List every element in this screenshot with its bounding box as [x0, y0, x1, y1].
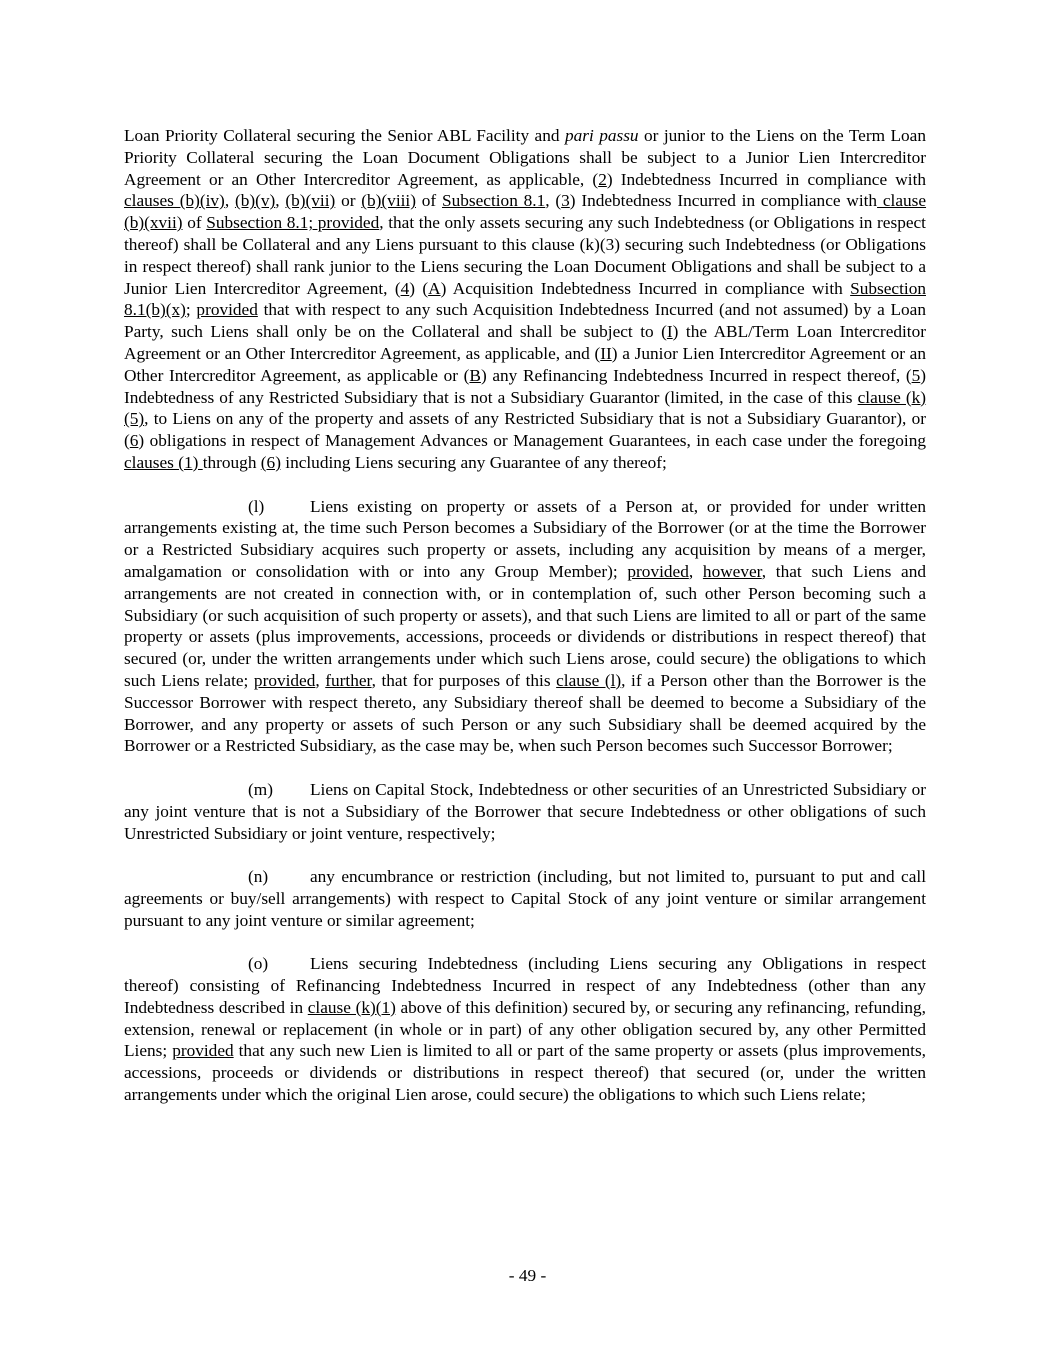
text-run: ; [185, 300, 197, 320]
text-run: , ( [545, 191, 562, 211]
text-run: ) a Junior Lien Intercreditor Agreement or an Other Intercreditor Agreement, as applicable or ( [124, 343, 926, 385]
text-run: , [275, 191, 286, 211]
defined-term: provided [172, 1041, 234, 1061]
clause-ref: clause (l) [556, 670, 622, 690]
clause-ref: 6 [129, 431, 139, 451]
clause-label: (l) [248, 496, 265, 516]
clause-ref: 5 [911, 365, 921, 385]
text-run: including Liens securing any Guarantee of any thereof; [280, 452, 667, 472]
defined-term: further [325, 670, 372, 690]
text-run: that with respect to any such Acquisition Indebtedness Incurred (and not assumed) by a Loan Party, such Liens shall only be on the Collateral and shall be subject to ( [124, 300, 926, 342]
defined-term: provided [253, 670, 316, 690]
clause-ref: (b)(v) [234, 191, 276, 211]
text-run: that any such new Lien is limited to all or part of the same property or assets (plus improvements, accessions, proceeds or dividends or distributions in respect thereof) that secured (or, under the written arrangements under which the original Lien arose, could secure) the obligations to which such Liens relate; [124, 1041, 927, 1105]
text-run: Liens securing Indebtedness (including Liens securing any Obligations in respect thereof) consisting of Refinancing Indebtedness Incurred in respect of any Indebtedness (other than any Indebtedness described in [124, 954, 926, 1017]
clause-ref: clauses (1) [124, 452, 203, 472]
defined-term: however [702, 561, 762, 581]
italic-term: pari passu [564, 126, 639, 145]
text-run: , that such Liens and arrangements are not created in connection with, or in contemplation of, such other Person becoming such a Subsidiary (or such acquisition of such property or assets), and that such Liens are limited to all or part of the same property or assets (plus improvements, accessions, proceeds or dividends or distributions in respect thereof) that secured (or, under the written arrangements under which such Liens arose, could secure) the obligations to which such Liens relate; [124, 561, 927, 690]
text-run: ) obligations in respect of Management Advances or Management Guarantees, in each case under the foregoing [138, 431, 926, 451]
defined-term: provided [196, 300, 258, 320]
clause-ref: clauses (b)(iv) [124, 191, 225, 211]
subsection-ref: Subsection 8.1; provided [206, 213, 380, 233]
clause-ref: II [600, 343, 612, 363]
text-run: , [315, 670, 326, 690]
text-run: above of this definition) secured by, or securing any refinancing, refunding, extension, renewal or replacement (in whole or in part) of any other obligation secured by, any other Permitted Liens; [124, 997, 926, 1061]
clause-ref: B [469, 365, 481, 385]
paragraph-k-continuation [124, 125, 926, 474]
text-run: ) Indebtedness of any Restricted Subsidiary that is not a Subsidiary Guarantor (limited, in the case of this [124, 365, 926, 407]
text-run: ) Indebtedness Incurred in compliance with [569, 191, 878, 211]
text-run: of [416, 191, 442, 211]
text-run: , that for purposes of this [371, 670, 557, 690]
text-run: or [335, 191, 362, 211]
text-run: any encumbrance or restriction (including, but not limited to, pursuant to put and call agreements or buy/sell arrangements) with respect to Capital Stock of any joint venture or similar arrangement pursuant to any joint venture or similar agreement; [124, 867, 926, 930]
paragraph-o [124, 953, 926, 1106]
paragraph-m [124, 779, 926, 844]
paragraph-l [124, 496, 926, 758]
text-run: of [182, 213, 207, 233]
clause-ref: 4 [400, 278, 410, 298]
clause-ref: clause (k)(5) [124, 387, 927, 429]
document-page [124, 125, 926, 1128]
text-run: ) any Refinancing Indebtedness Incurred in respect thereof, ( [480, 365, 912, 385]
text-run: ) Indebtedness Incurred in compliance with [606, 169, 927, 189]
text-run: through [202, 452, 261, 472]
text-run: , if a Person other than the Borrower is the Successor Borrower with respect thereto, any Subsidiary thereof shall be deemed to become a Subsidiary of the Borrower, and any property or assets of such Person or any such Subsidiary shall be deemed acquired by the Borrower or a Restricted Subsidiary, as the case may be, when such Person becomes such Successor Borrower; [124, 670, 927, 756]
clause-ref: 3 [561, 191, 570, 211]
defined-term: provided [627, 561, 689, 581]
page-number: - 49 - [508, 1266, 547, 1285]
clause-ref: (b)(viii) [361, 191, 416, 211]
clause-ref: clause (k)(1) [307, 997, 396, 1017]
text-run: , to Liens on any of the property and assets of any Restricted Subsidiary that is not a Subsidiary Guarantor), or ( [124, 409, 926, 451]
subsection-ref: Subsection 8.1 [442, 191, 546, 211]
subsection-ref: Subsection 8.1(b)(x) [124, 278, 926, 320]
text-run: ) the ABL/Term Loan Intercreditor Agreement or an Other Intercreditor Agreement, as applicable, and ( [124, 322, 926, 363]
clause-label: (o) [248, 954, 269, 974]
clause-label: (m) [248, 779, 273, 799]
clause-ref: 2 [598, 169, 607, 189]
clause-ref: (b)(vii) [285, 191, 336, 211]
text-run: , [688, 561, 703, 581]
paragraph-n [124, 866, 926, 931]
clause-label: (n) [248, 867, 269, 887]
clause-ref: (6) [260, 452, 281, 472]
clause-ref: A [428, 278, 441, 298]
text-run: ) Acquisition Indebtedness Incurred in compliance with [440, 278, 851, 298]
clause-ref: I [666, 322, 673, 342]
text-run: ) ( [409, 278, 429, 298]
text-run: Liens on Capital Stock, Indebtedness or other securities of an Unrestricted Subsidiary or any joint venture that is not a Subsidiary of the Borrower that secure Indebtedness or other obligations of such Unrestricted Subsidiary or joint venture, respectively; [124, 779, 926, 843]
text-run: , [224, 191, 235, 211]
text-run: or junior to the Liens on the Term Loan Priority Collateral securing the Loan Document Obligations shall be subject to a Junior Lien Intercreditor Agreement or an Other Intercreditor Agreement, as applicable, ( [124, 126, 926, 189]
text-run: Liens existing on property or assets of a Person at, or provided for under written arrangements existing at, the time such Person becomes a Subsidiary of the Borrower (or at the time the Borrower or a Restricted Subsidiary acquires such property or assets, including any acquisition by means of a merger, amalgamation or consolidation with or into any Group Member); [124, 496, 926, 581]
clause-ref: clause (b)(xvii) [124, 191, 927, 233]
text-run: , that the only assets securing any such Indebtedness (or Obligations in respect thereof) shall be Collateral and any Liens pursuant to this clause (k)(3) securing such Indebtedness (or Obligations in respect thereof) shall rank junior to the Liens securing the Loan Document Obligations and shall be subject to a Junior Lien Intercreditor Agreement, ( [124, 213, 926, 298]
text-run: Loan Priority Collateral securing the Senior ABL Facility and [124, 126, 565, 145]
